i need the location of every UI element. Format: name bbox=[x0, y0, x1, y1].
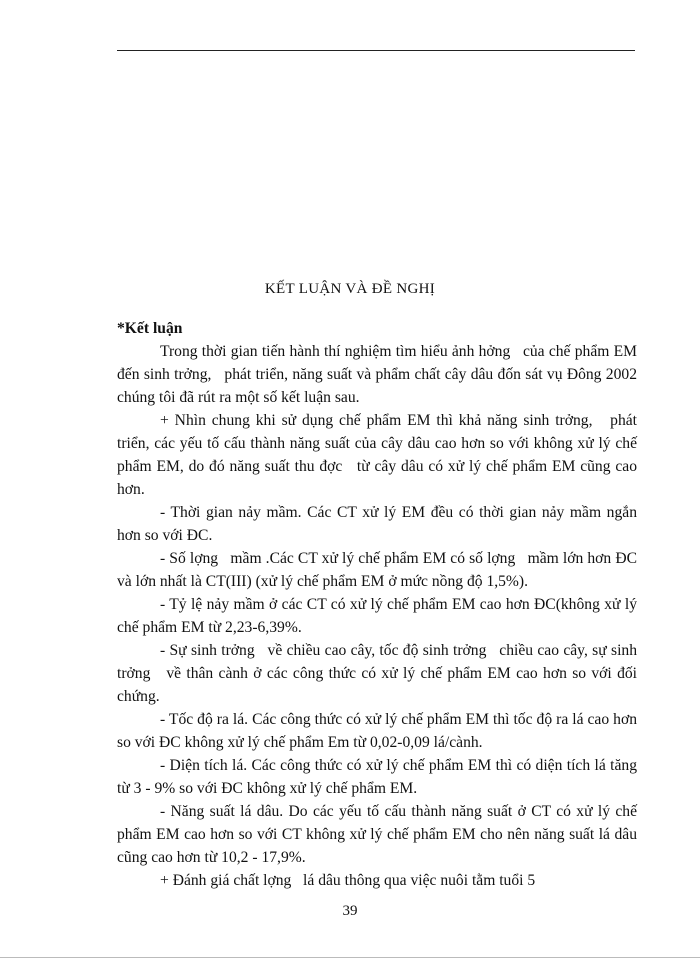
paragraph: + Đánh giá chất lợng lá dâu thông qua việc nuôi tằm tuổi 5 bbox=[160, 872, 536, 889]
section-heading: *Kết luận bbox=[117, 320, 183, 337]
page-number: 39 bbox=[342, 903, 358, 919]
paragraph: - Thời gian nảy mầm. Các CT xử lý EM đều có thời gian nảy mầm ngắn hơn so với ĐC. bbox=[117, 504, 641, 544]
paragraph: + Nhìn chung khi sử dụng chế phẩm EM thì khả năng sinh trởng, phát triển, các yếu tố cấu thành năng suất của cây dâu cao hơn so với không xử lý chế phẩm EM, do đó năng suất thu đợc từ cây dâu có xử lý chế phẩm EM cũng cao hơn. bbox=[117, 412, 641, 498]
paragraph: Trong thời gian tiến hành thí nghiệm tìm hiểu ảnh hởng của chế phẩm EM đến sinh trởng, phát triển, năng suất và phẩm chất cây dâu đốn sát vụ Đông 2002 chúng tôi đã rút ra một số kết luận sau. bbox=[117, 343, 641, 406]
paragraph: - Tỷ lệ nảy mầm ở các CT có xử lý chế phẩm EM cao hơn ĐC(không xử lý chế phẩm EM từ 2,23-6,39%. bbox=[117, 596, 641, 636]
paragraph: - Năng suất lá dâu. Do các yếu tố cấu thành năng suất ở CT có xử lý chế phẩm EM cao hơn so với CT không xử lý chế phẩm EM cho nên năng suất lá dâu cũng cao hơn từ 10,2 - 17,9%. bbox=[117, 803, 641, 866]
paragraph: - Số lợng mầm .Các CT xử lý chế phẩm EM có số lợng mầm lớn hơn ĐC và lớn nhất là CT(III) (xử lý chế phẩm EM ở mức nồng độ 1,5%). bbox=[117, 550, 641, 590]
page-bottom-edge bbox=[0, 957, 700, 958]
header-rule bbox=[117, 50, 635, 51]
page-title: KẾT LUẬN VÀ ĐỀ NGHỊ bbox=[264, 281, 436, 297]
paragraph: - Tốc độ ra lá. Các công thức có xử lý chế phẩm EM thì tốc độ ra lá cao hơn so với ĐC không xử lý chế phẩm Em từ 0,02-0,09 lá/cành. bbox=[117, 711, 641, 751]
paragraph: - Sự sinh trởng về chiều cao cây, tốc độ sinh trởng chiều cao cây, sự sinh trởng về thân cành ở các công thức có xử lý chế phẩm EM cao hơn so với đối chứng. bbox=[117, 642, 641, 705]
paragraph: - Diện tích lá. Các công thức có xử lý chế phẩm EM thì có diện tích lá tăng từ 3 - 9% so với ĐC không xử lý chế phẩm EM. bbox=[117, 757, 641, 797]
body-text bbox=[117, 317, 641, 892]
